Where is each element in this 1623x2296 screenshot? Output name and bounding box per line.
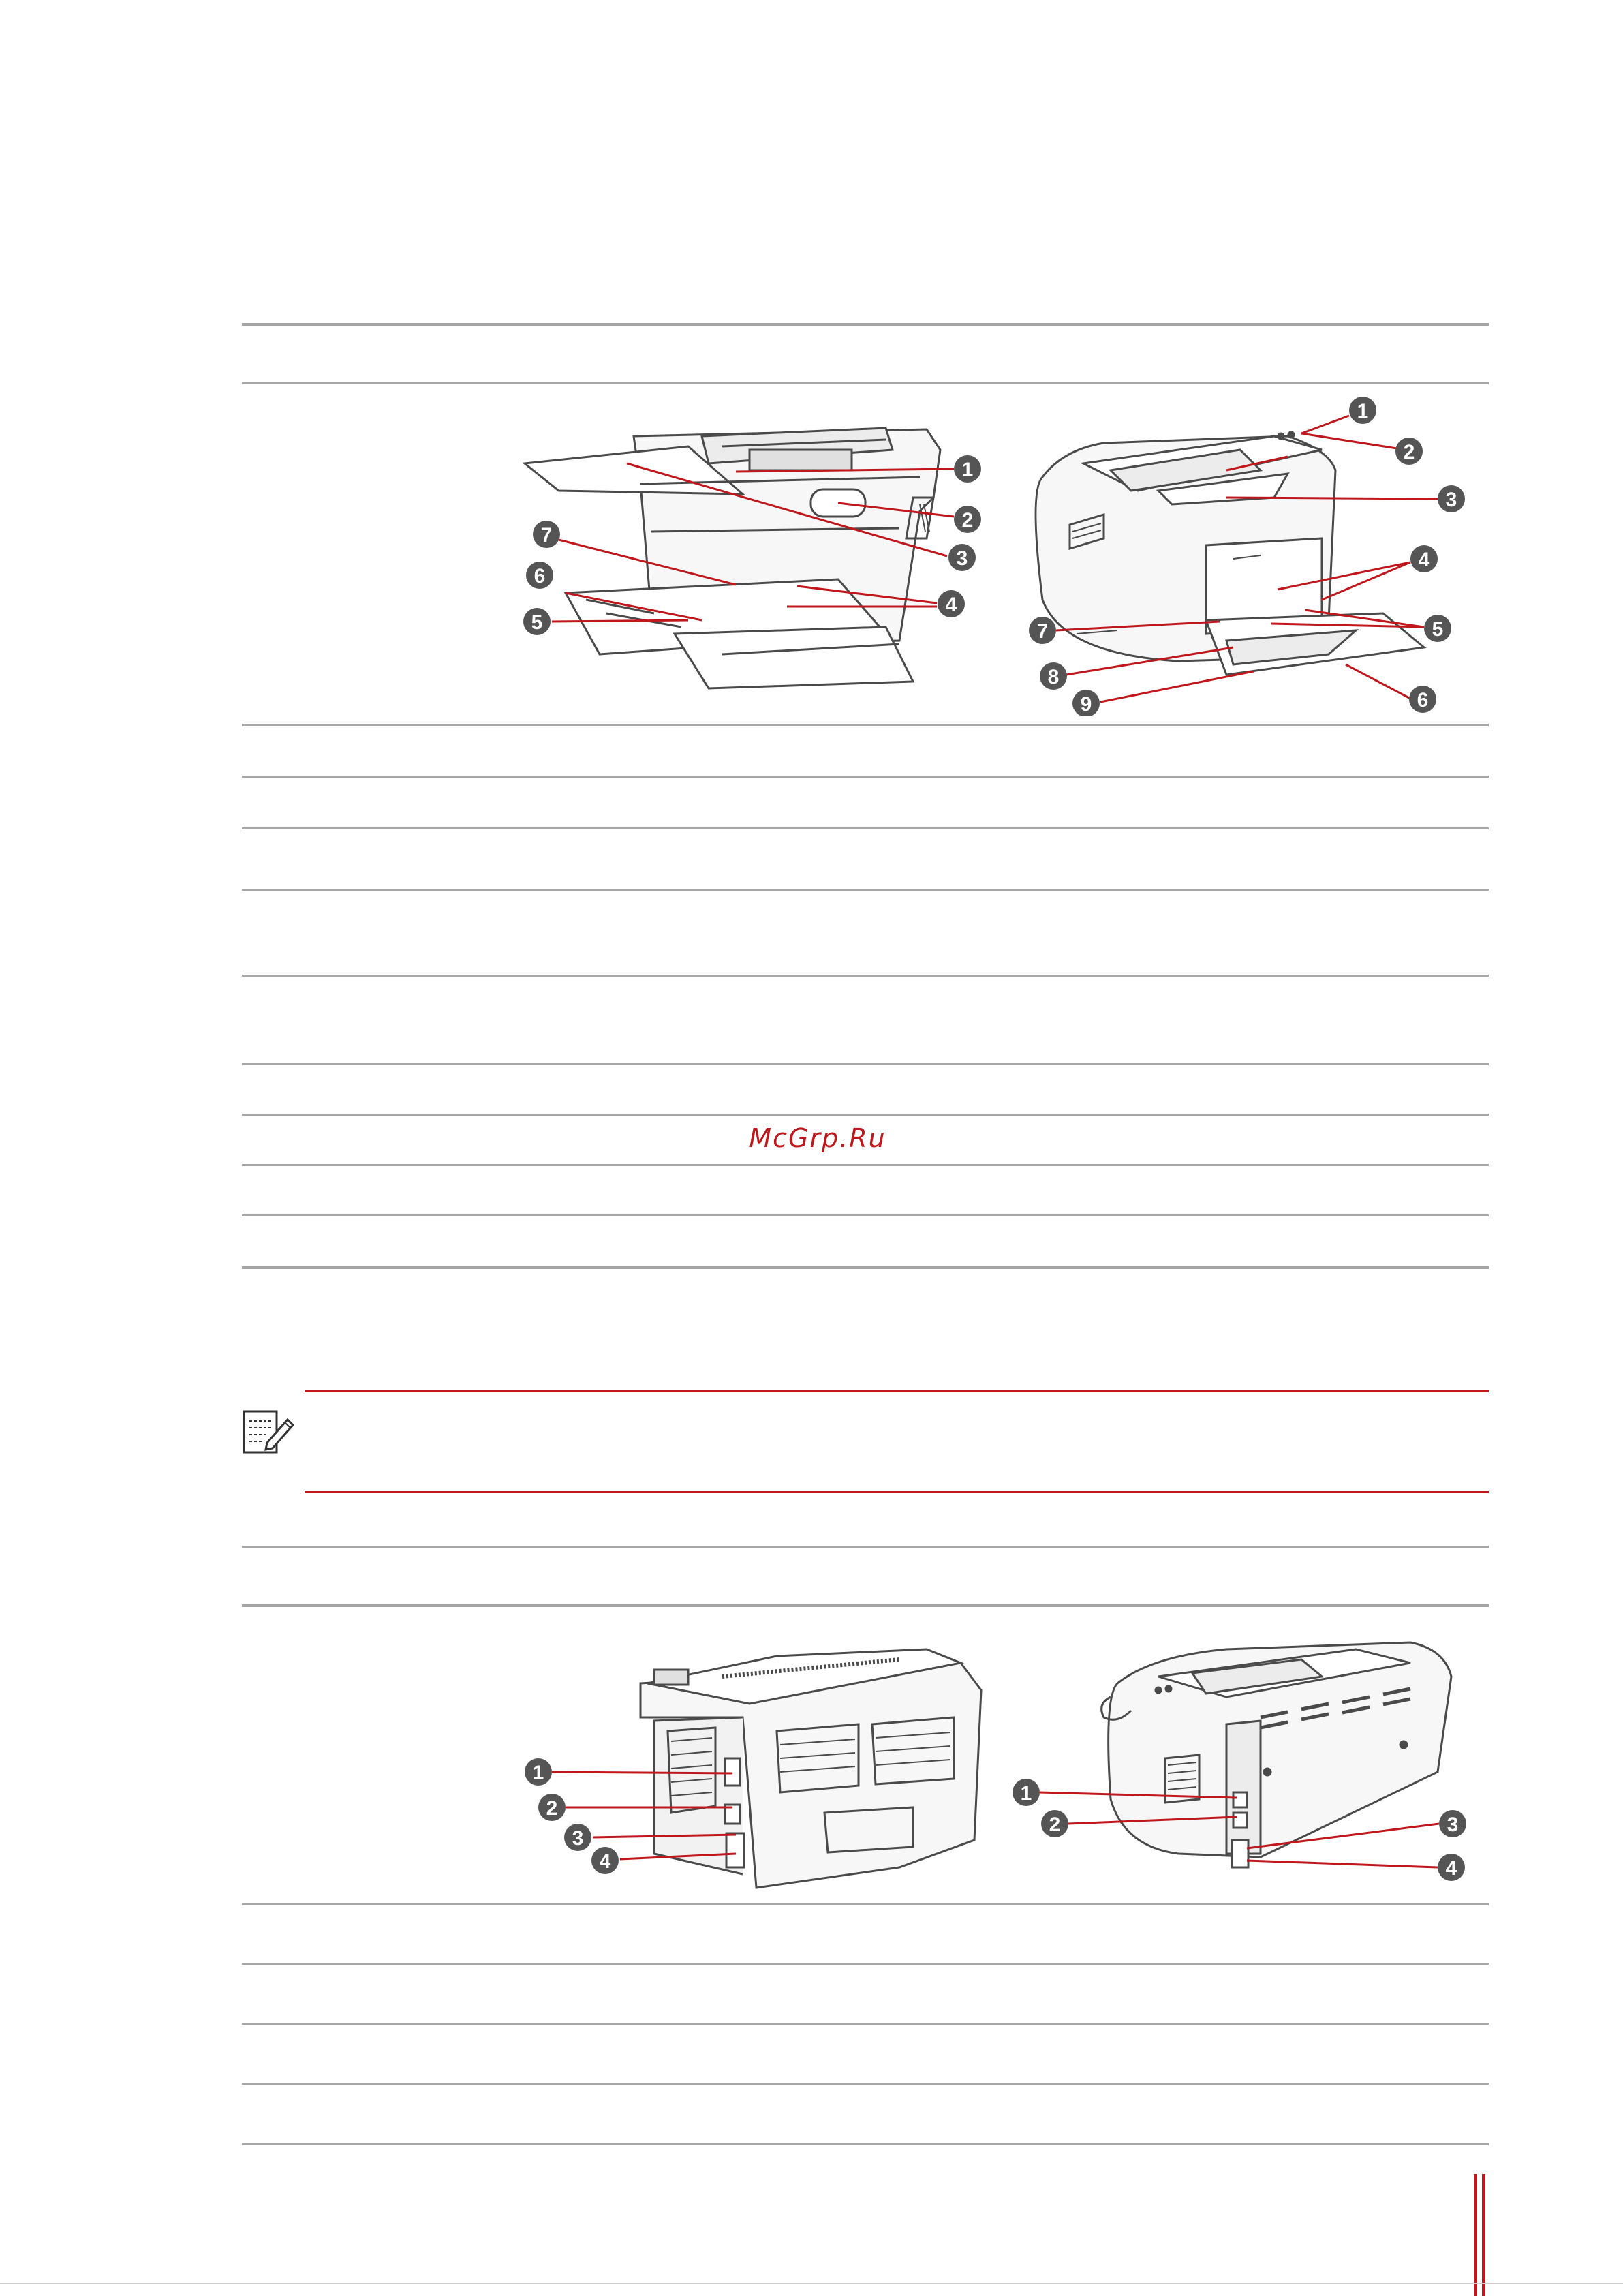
callout-label: 6 (534, 565, 546, 587)
table-rule (242, 1063, 1489, 1065)
table-rule (242, 323, 1489, 326)
callout-label: 7 (1036, 620, 1049, 643)
table-rule (242, 776, 1489, 778)
table-rule (242, 889, 1489, 891)
table-rule (242, 1164, 1489, 1166)
table-rule (242, 1604, 1489, 1607)
note-rule-bottom (305, 1491, 1489, 1493)
callout-label: 4 (599, 1850, 611, 1873)
callout-label: 5 (531, 611, 543, 634)
note-rule-top (305, 1390, 1489, 1392)
table-rule (242, 2143, 1489, 2145)
callout-label: 4 (945, 594, 957, 616)
printer-front-illustration-left (518, 409, 1008, 716)
callout-label: 1 (1357, 400, 1369, 423)
note-pencil-icon (240, 1407, 296, 1459)
table-rule (242, 1114, 1489, 1116)
table-rule (242, 382, 1489, 384)
table-rule (242, 2083, 1489, 2085)
printer-rear-illustration-left (518, 1629, 995, 1895)
printer-front-illustration-right (1002, 395, 1492, 716)
callout-label: 3 (1445, 489, 1457, 511)
callout-label: 1 (961, 459, 974, 481)
printer-rear-illustration-right (1002, 1622, 1492, 1901)
table-rule (242, 724, 1489, 726)
table-rule (242, 827, 1489, 829)
callout-label: 2 (1049, 1813, 1061, 1836)
table-rule (242, 1546, 1489, 1548)
callout-label: 2 (1403, 441, 1415, 463)
table-rule (242, 2023, 1489, 2025)
callout-label: 1 (1020, 1782, 1032, 1805)
scan-edge (0, 2283, 1623, 2284)
table-rule (242, 1266, 1489, 1269)
callout-label: 1 (532, 1762, 544, 1784)
callout-label: 3 (572, 1827, 584, 1850)
table-rule (242, 1963, 1489, 1965)
callout-label: 5 (1432, 618, 1444, 641)
callout-label: 2 (546, 1797, 558, 1820)
callout-label: 3 (1447, 1813, 1459, 1836)
callout-label: 4 (1418, 549, 1430, 571)
callout-label: 2 (961, 509, 974, 532)
table-rule (242, 1903, 1489, 1905)
page-edge-marker (1474, 2174, 1489, 2296)
callout-label: 4 (1445, 1857, 1457, 1880)
callout-label: 9 (1080, 693, 1092, 716)
callout-label: 3 (956, 547, 968, 570)
table-rule (242, 975, 1489, 977)
callout-label: 8 (1047, 666, 1060, 688)
callout-label: 7 (540, 524, 553, 547)
callout-label: 6 (1417, 689, 1429, 711)
table-rule (242, 1214, 1489, 1216)
watermark-text: McGrp.Ru (749, 1123, 886, 1153)
